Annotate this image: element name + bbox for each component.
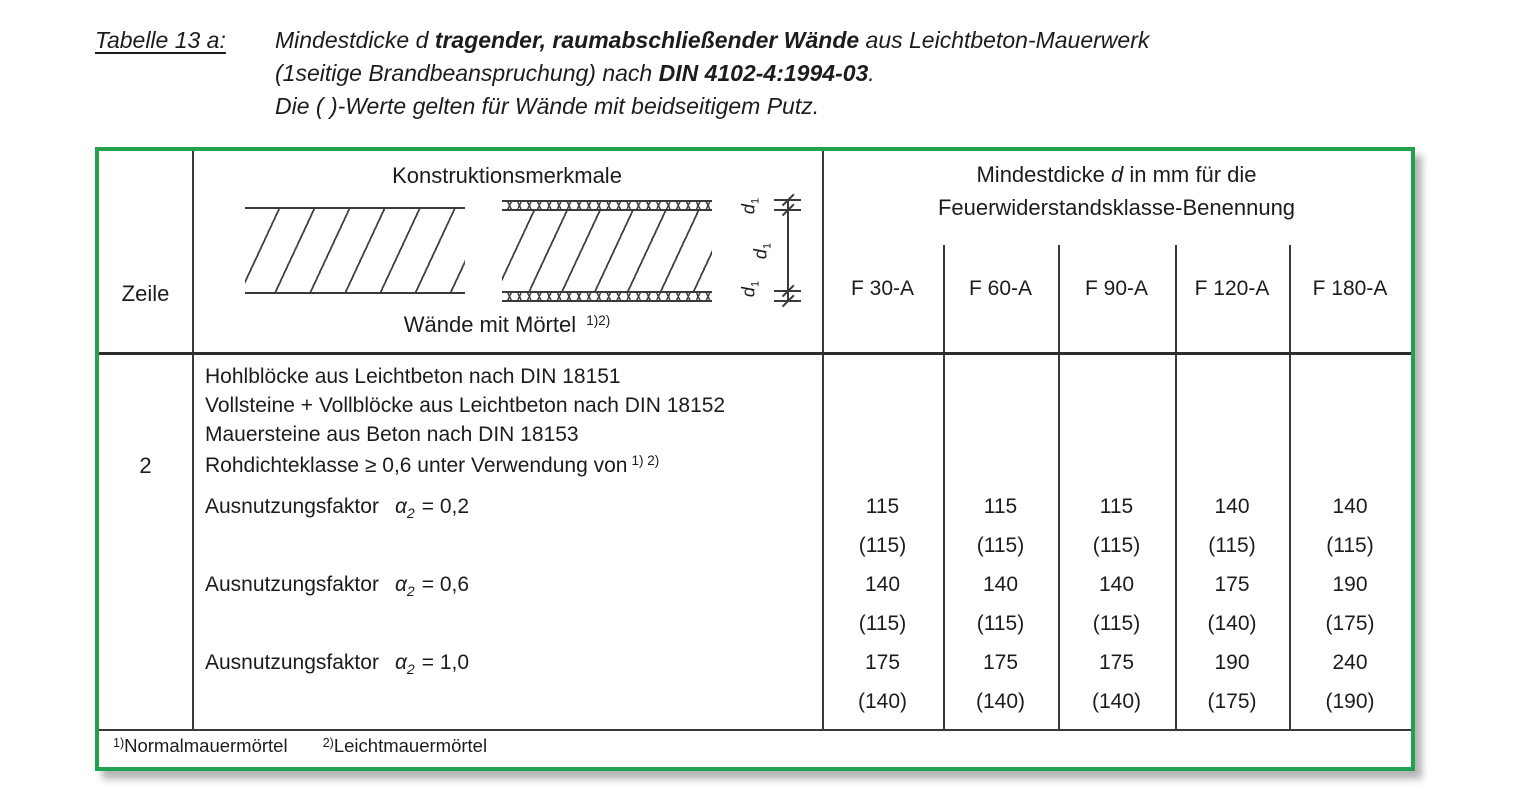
title-line-3: Die ( )-Werte gelten für Wände mit beidseitigem Putz.	[275, 93, 820, 119]
min-thickness-paren-value: (175)	[1325, 612, 1375, 635]
min-thickness-value: 140	[982, 573, 1019, 596]
konstruktion-column-divider	[822, 151, 824, 730]
min-thickness-value: 115	[865, 495, 900, 518]
rohdichte-footnote-marker: 1) 2)	[631, 453, 660, 468]
description-line: Hohlblöcke aus Leichtbeton nach DIN 18151	[205, 365, 621, 388]
table-number-label: Tabelle 13 a:	[95, 27, 226, 53]
min-thickness-value: 190	[1332, 573, 1368, 596]
mindestdicke-column-header	[822, 158, 1411, 224]
d1-label-top: $d_1$	[738, 197, 762, 215]
min-thickness-value: 140	[1098, 573, 1135, 596]
min-thickness-paren-value: (115)	[1208, 534, 1256, 557]
caption-footnote-marker: 1)2)	[586, 313, 611, 328]
min-thickness-paren-value: (140)	[1207, 612, 1257, 635]
column-header-f30a: F 30-A	[850, 277, 915, 300]
row-number: 2	[139, 453, 152, 478]
zeile-column-divider	[192, 151, 194, 730]
mindestdicke-header-line2: Feuerwiderstandsklasse-Benennung	[937, 195, 1296, 220]
min-thickness-paren-value: (140)	[975, 690, 1026, 713]
min-thickness-paren-value: (115)	[858, 534, 907, 557]
footnote-row	[113, 735, 517, 757]
footnote-2: $^{2)}$Leichtmauermörtel	[322, 735, 488, 756]
column-header-f120a: F 120-A	[1194, 277, 1270, 300]
table-13a	[95, 147, 1415, 771]
min-thickness-value: 175	[1098, 651, 1135, 674]
d1-label-middle: $d_1$	[750, 242, 774, 260]
min-thickness-value: 140	[1214, 495, 1250, 518]
plaster-layer-bottom	[502, 291, 712, 302]
footnote-1-marker: 1)	[113, 736, 125, 750]
footnote-2-marker: 2)	[322, 736, 334, 750]
factor-row-label: Ausnutzungsfaktor $\alpha_2 = 0,2$	[205, 495, 470, 521]
min-thickness-paren-value: (115)	[976, 612, 1025, 635]
alpha-symbol: $\alpha_2$	[394, 651, 415, 677]
header-body-divider	[99, 352, 1411, 355]
konstruktion-column-header: Konstruktionsmerkmale	[392, 163, 622, 188]
min-thickness-value: 175	[864, 651, 901, 674]
min-thickness-value: 175	[982, 651, 1019, 674]
min-thickness-value: 175	[1214, 573, 1250, 596]
wall-core-hatch	[502, 211, 712, 291]
alpha-symbol: $\alpha_2$	[394, 573, 415, 599]
dimension-line	[787, 200, 789, 302]
footnote-divider	[99, 729, 1411, 731]
min-thickness-value: 115	[1099, 495, 1134, 518]
description-line: Vollsteine + Vollblöcke aus Leichtbeton nach DIN 18152	[205, 394, 726, 417]
description-line-rohdichte: Rohdichteklasse ≥ 0,6 unter Verwendung von $^{1) 2)}$	[205, 453, 660, 477]
min-thickness-paren-value: (140)	[857, 690, 908, 713]
min-thickness-paren-value: (115)	[1092, 612, 1141, 635]
min-thickness-value: 140	[1332, 495, 1368, 518]
min-thickness-value: 240	[1332, 651, 1368, 674]
column-header-f180a: F 180-A	[1312, 277, 1388, 300]
min-thickness-paren-value: (175)	[1207, 690, 1257, 713]
column-header-f60a: F 60-A	[968, 277, 1033, 300]
title-line-2: (1seitige Brandbeanspruchung) nach DIN 4102-4:1994-03.	[275, 60, 875, 86]
footnote-1: $^{1)}$Normalmauermörtel	[113, 735, 288, 756]
alpha-symbol: $\alpha_2$	[394, 495, 415, 521]
hatched-wall-diagram	[245, 207, 465, 294]
mindestdicke-header-line1: Mindestdicke d in mm für die	[976, 162, 1257, 187]
min-thickness-paren-value: (115)	[1326, 534, 1374, 557]
table-title-text	[275, 24, 1525, 123]
min-thickness-paren-value: (115)	[1092, 534, 1141, 557]
factor-row-label: Ausnutzungsfaktor $\alpha_2 = 1,0$	[205, 651, 470, 677]
d1-label-bottom: $d_1$	[738, 280, 762, 298]
zeile-column-header: Zeile	[121, 281, 170, 306]
column-header-f90a: F 90-A	[1084, 277, 1149, 300]
min-thickness-paren-value: (115)	[858, 612, 907, 635]
min-thickness-value: 115	[983, 495, 1018, 518]
description-line: Mauersteine aus Beton nach DIN 18153	[205, 423, 579, 446]
diagram-caption: Wände mit Mörtel $^{1)2)}$	[403, 312, 611, 337]
min-thickness-paren-value: (115)	[976, 534, 1025, 557]
plaster-layer-top	[502, 200, 712, 211]
min-thickness-paren-value: (190)	[1325, 690, 1375, 713]
min-thickness-paren-value: (140)	[1091, 690, 1142, 713]
factor-row-label: Ausnutzungsfaktor $\alpha_2 = 0,6$	[205, 573, 470, 599]
plastered-wall-diagram	[502, 200, 712, 302]
min-thickness-value: 140	[864, 573, 901, 596]
min-thickness-value: 190	[1214, 651, 1250, 674]
title-line-1: Mindestdicke d tragender, raumabschließender Wände aus Leichtbeton-Mauerwerk	[275, 27, 1150, 53]
